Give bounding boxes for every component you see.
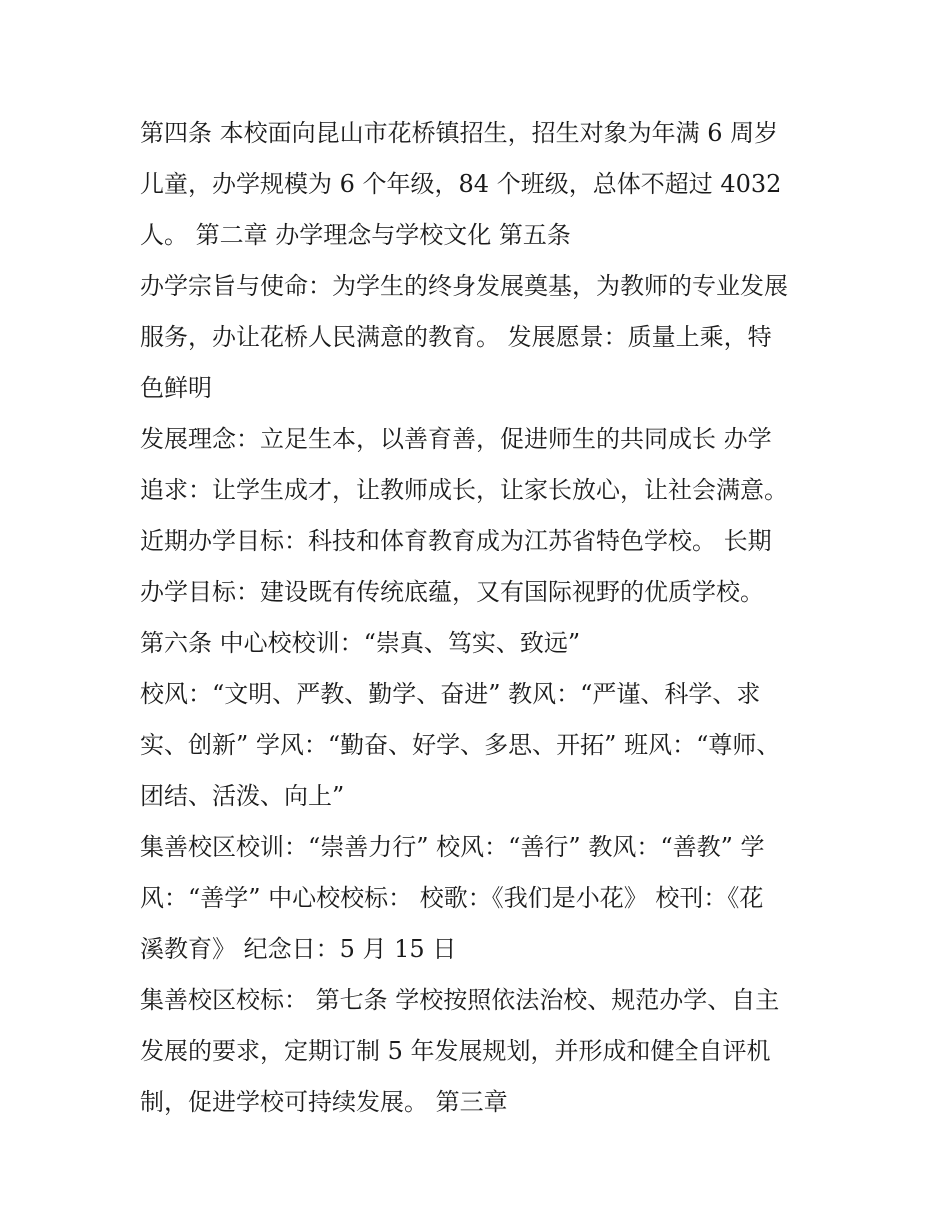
text-line: 办学目标：建设既有传统底蕴，又有国际视野的优质学校。 (140, 578, 764, 606)
text-line: 溪教育》 纪念日：5 月 15 日 (140, 935, 457, 963)
text-line: 实、创新” 学风：“勤奋、好学、多思、开拓” 班风：“尊师、 (140, 731, 781, 759)
text-line: 追求：让学生成才，让教师成长，让家长放心，让社会满意。 (140, 476, 788, 504)
text-line: 服务，办让花桥人民满意的教育。 发展愿景：质量上乘，特 (140, 323, 772, 351)
text-line: 色鲜明 (140, 374, 212, 402)
text-line: 儿童，办学规模为 6 个年级，84 个班级，总体不超过 4032 (140, 170, 782, 198)
text-line: 校风：“文明、严教、勤学、奋进” 教风：“严谨、科学、求 (140, 680, 761, 708)
text-line: 发展的要求，定期订制 5 年发展规划，并形成和健全自评机 (140, 1037, 771, 1065)
document-body (140, 108, 820, 1128)
text-line: 集善校区校标： 第七条 学校按照依法治校、规范办学、自主 (140, 986, 780, 1014)
text-line: 制，促进学校可持续发展。 第三章 (140, 1088, 508, 1116)
text-line: 第六条 中心校校训：“崇真、笃实、致远” (140, 629, 581, 657)
text-line: 集善校区校训：“崇善力行” 校风：“善行” 教风：“善教” 学 (140, 833, 765, 861)
text-line: 发展理念：立足生本，以善育善，促进师生的共同成长 办学 (140, 425, 772, 453)
text-line: 团结、活泼、向上” (140, 782, 345, 810)
text-line: 办学宗旨与使命：为学生的终身发展奠基，为教师的专业发展 (140, 272, 788, 300)
text-line: 风：“善学” 中心校校标： 校歌：《我们是小花》 校刊：《花 (140, 884, 764, 912)
text-line: 人。 第二章 办学理念与学校文化 第五条 (140, 221, 571, 249)
text-line: 近期办学目标：科技和体育教育成为江苏省特色学校。 长期 (140, 527, 772, 555)
text-line: 第四条 本校面向昆山市花桥镇招生，招生对象为年满 6 周岁 (140, 119, 779, 147)
